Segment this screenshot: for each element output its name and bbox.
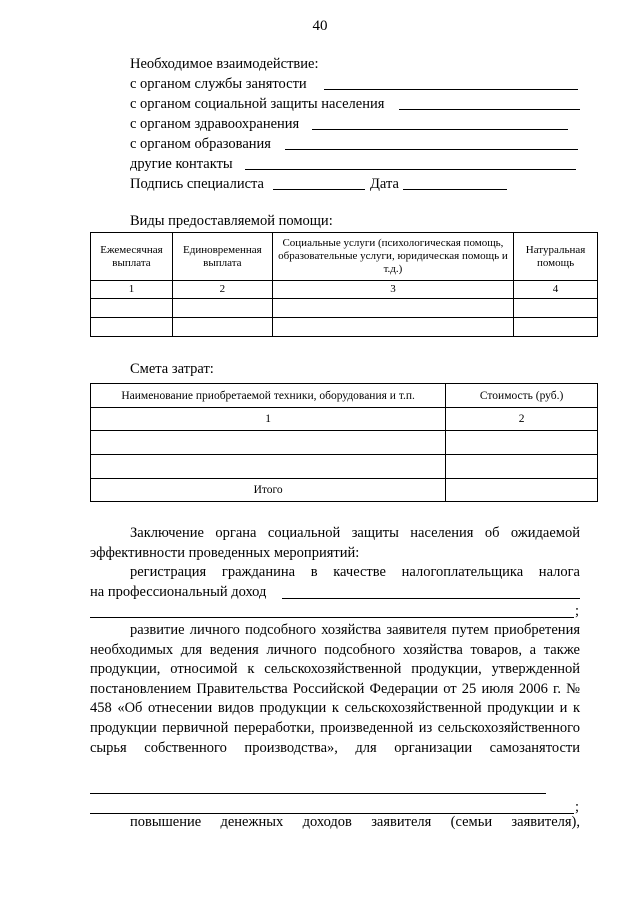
aid-header-natural: Натуральная помощь xyxy=(514,233,598,281)
education-field[interactable] xyxy=(285,136,578,150)
costs-header-cost: Стоимость (руб.) xyxy=(446,384,598,408)
item1-semicolon: ; xyxy=(575,603,580,619)
aid-cell[interactable] xyxy=(514,318,598,337)
costs-table xyxy=(90,383,598,502)
signature-label: Подпись специалиста xyxy=(130,176,264,192)
aid-header-monthly: Ежемесячная выплата xyxy=(91,233,173,281)
costs-header-name: Наименование приобретаемой техники, оборудования и т.п. xyxy=(91,384,446,408)
aid-cell[interactable] xyxy=(272,318,513,337)
aid-header-onetime: Единовременная выплата xyxy=(172,233,272,281)
social-label: с органом социальной защиты населения xyxy=(130,96,385,112)
social-field[interactable] xyxy=(399,96,580,110)
item1-field-2[interactable] xyxy=(90,604,574,618)
conclusion-heading: Заключение органа социальной защиты населения об ожидаемой эффективности проведенных мероприятий: xyxy=(90,525,580,561)
item2-text: развитие личного подсобного хозяйства заявителя путем приобретения необходимых для ведения личного подсобного хозяйства товаров, а также продукции, относимой к сельскохозяйственной продукции, утвержденной постановлением Правительства Российской Федерации от 25 июля 2006 г. № 458 «Об отнесении видов продукции к сельскохозяйственной продукции и к продукции первичной переработки, произведенной из сельскохозяйственного сырья собственного производства», для организации самозанятости xyxy=(90,622,580,756)
aid-col-number: 4 xyxy=(514,281,598,299)
costs-total-label: Итого xyxy=(91,479,446,502)
costs-total-value[interactable] xyxy=(446,479,598,502)
interaction-heading: Необходимое взаимодействие: xyxy=(130,56,319,72)
signature-field[interactable] xyxy=(273,176,365,190)
aid-col-number: 2 xyxy=(172,281,272,299)
aid-cell[interactable] xyxy=(272,299,513,318)
date-field[interactable] xyxy=(403,176,507,190)
costs-heading: Смета затрат: xyxy=(130,361,214,377)
aid-table xyxy=(90,232,598,337)
item2-field-2[interactable] xyxy=(90,800,574,814)
costs-cell[interactable] xyxy=(446,431,598,455)
item2-field[interactable] xyxy=(90,780,546,794)
health-label: с органом здравоохранения xyxy=(130,116,300,132)
other-field[interactable] xyxy=(245,156,576,170)
aid-col-number: 1 xyxy=(91,281,173,299)
employment-field[interactable] xyxy=(324,76,578,90)
item1-line2: на профессиональный доход xyxy=(90,584,267,600)
costs-col-number: 1 xyxy=(91,408,446,431)
item1-line1: регистрация гражданина в качестве налогоплательщика налога xyxy=(130,564,580,580)
health-field[interactable] xyxy=(312,116,568,130)
item2-semicolon: ; xyxy=(575,799,580,815)
aid-cell[interactable] xyxy=(172,318,272,337)
costs-cell[interactable] xyxy=(91,431,446,455)
costs-col-number: 2 xyxy=(446,408,598,431)
aid-col-number: 3 xyxy=(272,281,513,299)
aid-cell[interactable] xyxy=(91,299,173,318)
costs-cell[interactable] xyxy=(91,455,446,479)
aid-cell[interactable] xyxy=(91,318,173,337)
aid-cell[interactable] xyxy=(172,299,272,318)
aid-heading: Виды предоставляемой помощи: xyxy=(130,213,333,229)
item3-text: повышение денежных доходов заявителя (семьи заявителя), xyxy=(130,814,580,830)
aid-header-services: Социальные услуги (психологическая помощь, образовательные услуги, юридическая помощь и т.д.) xyxy=(272,233,513,281)
other-label: другие контакты xyxy=(130,156,233,172)
item1-field[interactable] xyxy=(282,585,580,599)
aid-cell[interactable] xyxy=(514,299,598,318)
employment-label: с органом службы занятости xyxy=(130,76,307,92)
page-number: 40 xyxy=(312,18,328,34)
date-label: Дата xyxy=(370,176,399,192)
costs-cell[interactable] xyxy=(446,455,598,479)
education-label: с органом образования xyxy=(130,136,271,152)
